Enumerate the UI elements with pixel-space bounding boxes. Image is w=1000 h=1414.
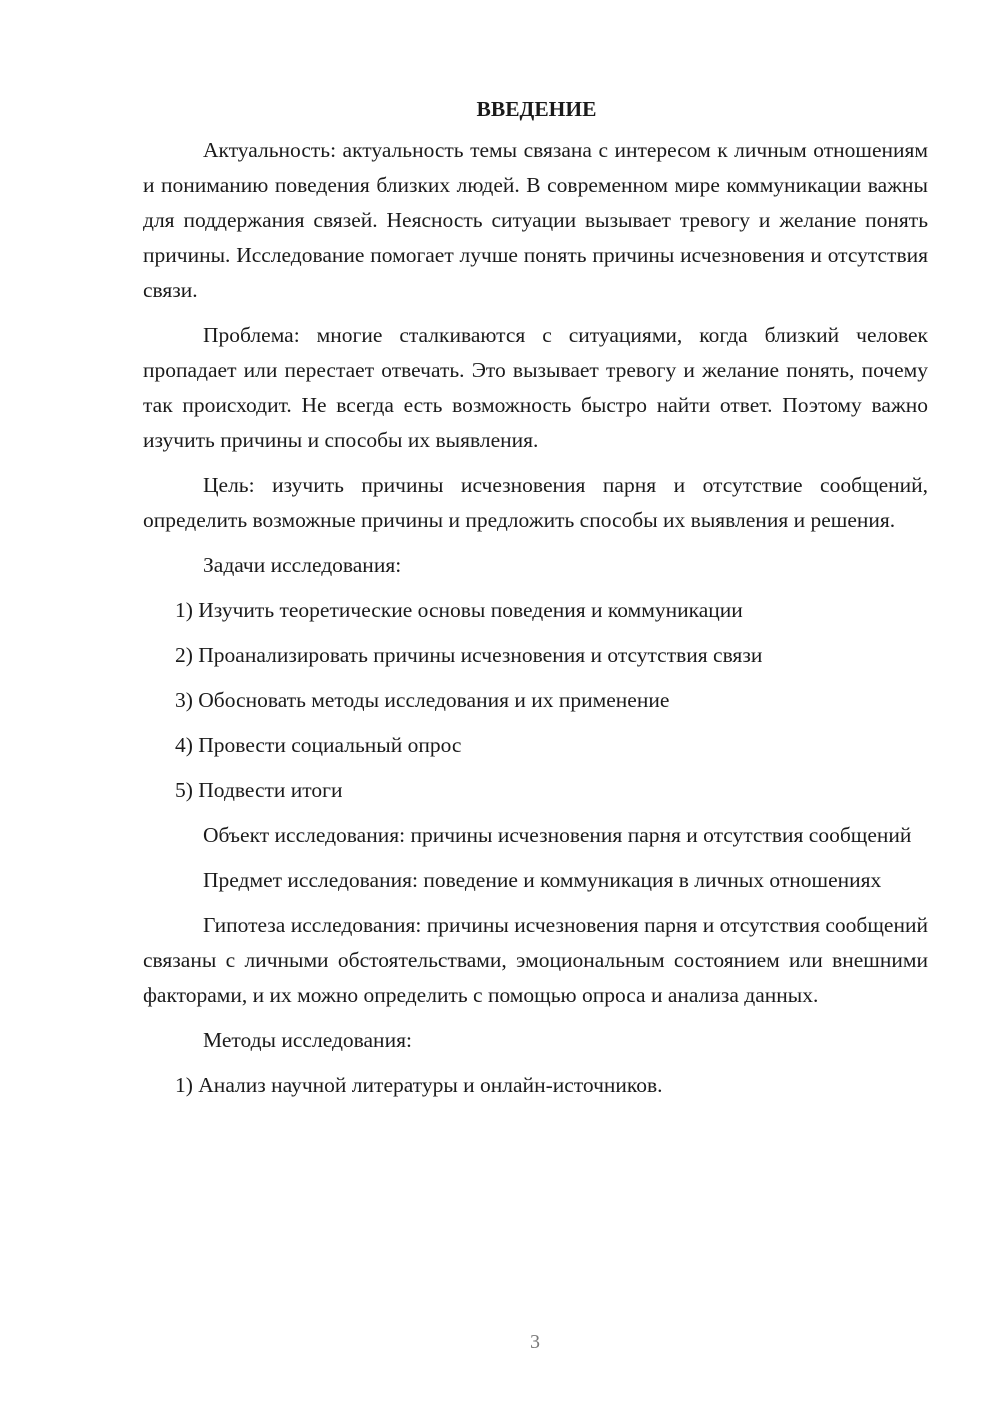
hypothesis-paragraph: Гипотеза исследования: причины исчезновения парня и отсутствия сообщений связаны с личными обстоятельствами, эмоциональным состоянием или внешними факторами, и их можно определить с помощью опроса и анализа данных.	[143, 913, 928, 1007]
document-page	[143, 92, 928, 1113]
problem-paragraph: Проблема: многие сталкиваются с ситуациями, когда близкий человек пропадает или перестает отвечать. Это вызывает тревогу и желание понять, почему так происходит. Не всегда есть возможность быстро найти ответ. Поэтому важно изучить причины и способы их выявления.	[143, 323, 928, 452]
tasks-heading: Задачи исследования:	[203, 553, 402, 577]
goal-paragraph: Цель: изучить причины исчезновения парня и отсутствие сообщений, определить возможные причины и предложить способы их выявления и решения.	[143, 473, 928, 532]
section-title: ВВЕДЕНИЕ	[476, 97, 597, 121]
page-number: 3	[530, 1331, 540, 1353]
task-item: 5) Подвести итоги	[175, 778, 343, 802]
methods-heading: Методы исследования:	[203, 1028, 412, 1052]
object-paragraph: Объект исследования: причины исчезновения парня и отсутствия сообщений	[203, 823, 912, 847]
task-item: 3) Обосновать методы исследования и их применение	[175, 688, 670, 712]
relevance-paragraph: Актуальность: актуальность темы связана с интересом к личным отношениям и пониманию поведения близких людей. В современном мире коммуникации важны для поддержания связей. Неясность ситуации вызывает тревогу и желание понять причины. Исследование помогает лучше понять причины исчезновения и отсутствия связи.	[143, 138, 928, 302]
task-item: 2) Проанализировать причины исчезновения и отсутствия связи	[175, 643, 763, 667]
methods-list	[143, 1068, 928, 1103]
task-item: 4) Провести социальный опрос	[175, 733, 462, 757]
task-item: 1) Изучить теоретические основы поведения и коммуникации	[175, 598, 743, 622]
subject-paragraph: Предмет исследования: поведение и коммуникация в личных отношениях	[203, 868, 882, 892]
method-item: 1) Анализ научной литературы и онлайн-источников.	[175, 1073, 663, 1097]
tasks-list	[143, 593, 928, 808]
